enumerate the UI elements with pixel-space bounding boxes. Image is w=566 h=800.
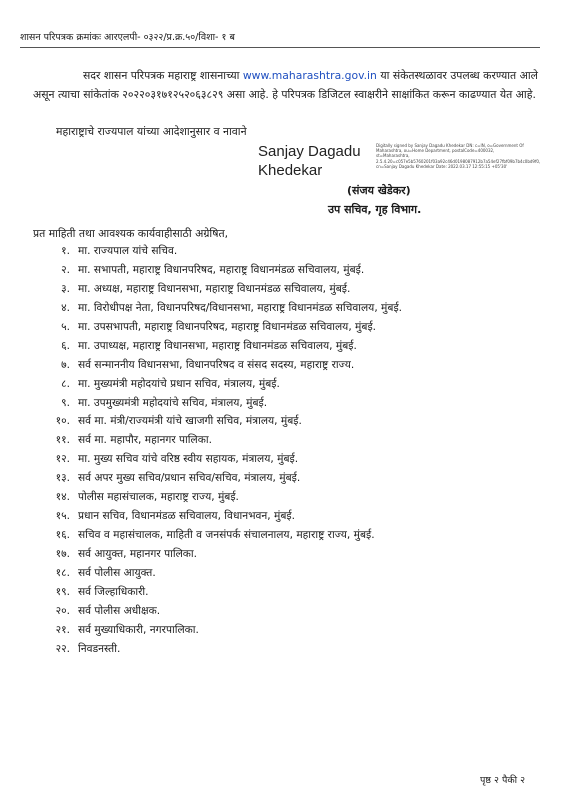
list-item: ९. मा. उपमुख्यमंत्री महोदयांचे सचिव, मंत्रालय, मुंबई. <box>61 396 268 409</box>
list-item: २२. निवडनस्ती. <box>55 642 121 655</box>
list-item: १७. सर्व आयुक्त, महानगर पालिका. <box>55 548 198 560</box>
list-item: १८. सर्व पोलीस आयुक्त. <box>55 566 156 579</box>
paragraph-text-1: सदर शासन परिपत्रक महाराष्ट्र शासनाच्या <box>83 69 243 82</box>
list-item: १२. मा. मुख्य सचिव यांचे वरिष्ठ स्वीय सहायक, मंत्रालय, मुंबई. <box>55 453 299 466</box>
list-item: १५. प्रधान सचिव, विधानमंडळ सचिवालय, विधानभवन, मुंबई. <box>55 510 295 523</box>
website-link[interactable]: www.maharashtra.gov.in <box>242 69 377 82</box>
signature-name-line-2: Khedekar <box>258 162 323 179</box>
list-item: १३. सर्व अपर मुख्य सचिव/प्रधान सचिव/सचिव, मंत्रालय, मुंबई. <box>55 472 301 485</box>
list-item: ७. सर्व सन्माननीय विधानसभा, विधानपरिषद व संसद सदस्य, महाराष्ट्र राज्य. <box>61 358 355 371</box>
list-item: ६. मा. उपाध्यक्ष, महाराष्ट्र विधानसभा, महाराष्ट्र विधानमंडळ सचिवालय, मुंबई. <box>61 339 357 352</box>
website-notice-paragraph <box>33 66 538 104</box>
list-item: ५. मा. उपसभापती, महाराष्ट्र विधानपरिषद, महाराष्ट्र विधानमंडळ सचिवालय, मुंबई. <box>61 320 377 333</box>
officer-designation: उप सचिव, गृह विभाग. <box>328 203 422 216</box>
circular-reference-header: शासन परिपत्रक क्रमांकः आरएलपी- ०३२२/प्र.क्र.५०/विशा- १ ब <box>20 30 540 48</box>
officer-name: (संजय खेडेकर) <box>347 184 411 197</box>
list-item: २१. सर्व मुख्याधिकारी, नगरपालिका. <box>55 623 199 636</box>
list-item: ८. मा. मुख्यमंत्री महोदयांचे प्रधान सचिव, मंत्रालय, मुंबई. <box>61 377 280 390</box>
list-item: १४. पोलीस महासंचालक, महाराष्ट्र राज्य, मुंबई. <box>55 491 239 504</box>
list-item: १. मा. राज्यपाल यांचे सचिव. <box>61 245 178 257</box>
list-item: २०. सर्व पोलीस अधीक्षक. <box>55 604 161 617</box>
governor-order-line: महाराष्ट्राचे राज्यपाल यांच्या आदेशानुसार व नावाने <box>56 125 247 138</box>
signature-name-line-1: Sanjay Dagadu <box>258 143 361 160</box>
list-item: १९. सर्व जिल्हाधिकारी. <box>55 585 149 598</box>
list-item: १०. सर्व मा. मंत्री/राज्यमंत्री यांचे खाजगी सचिव, मंत्रालय, मुंबई. <box>55 415 302 428</box>
list-item: ३. मा. अध्यक्ष, महाराष्ट्र विधानसभा, महाराष्ट्र विधानमंडळ सचिवालय, मुंबई. <box>61 282 351 295</box>
list-item: ४. मा. विरोधीपक्ष नेता, विधानपरिषद/विधानसभा, महाराष्ट्र विधानमंडळ सचिवालय, मुंबई. <box>61 301 403 314</box>
list-item: २. मा. सभापती, महाराष्ट्र विधानपरिषद, महाराष्ट्र विधानमंडळ सचिवालय, मुंबई. <box>61 263 365 276</box>
distribution-list <box>33 244 402 661</box>
distribution-heading: प्रत माहिती तथा आवश्यक कार्यवाहीसाठी अग्रेषित, <box>33 227 229 240</box>
page-number: पृष्ठ २ पैकी २ <box>480 775 526 786</box>
list-item: ११. सर्व मा. महापौर, महानगर पालिका. <box>55 434 212 447</box>
list-item: १६. सचिव व महासंचालक, माहिती व जनसंपर्क संचालनालय, महाराष्ट्र राज्य, मुंबई. <box>55 529 375 542</box>
digital-signature-details: Digitally signed by Sanjay Dagadu Khedekar DN: c=IN, o=Government Of Maharashtra, ou=Home Department, postalCode=400032, st=Maharashtra, 2.5.4.20=c057e5b5760201f03a92c46d0198087912b7a54ef27fbf09b7b4c0bd9f0, cn=Sanjay Dagadu Khedekar Date: 2022.03.17 12:55:15 +05'30' <box>376 143 541 169</box>
digital-signature-name <box>258 142 361 180</box>
paragraph-text-2: या संकेतस्थळावर उपलब्ध करण्यात आले असून त्याचा सांकेतांक २०२२०३१७१२५२०६३८२९ असा आहे. हे परिपत्रक डिजिटल स्वाक्षरीने साक्षांकित करून काढण्यात येत आहे. <box>33 69 538 101</box>
